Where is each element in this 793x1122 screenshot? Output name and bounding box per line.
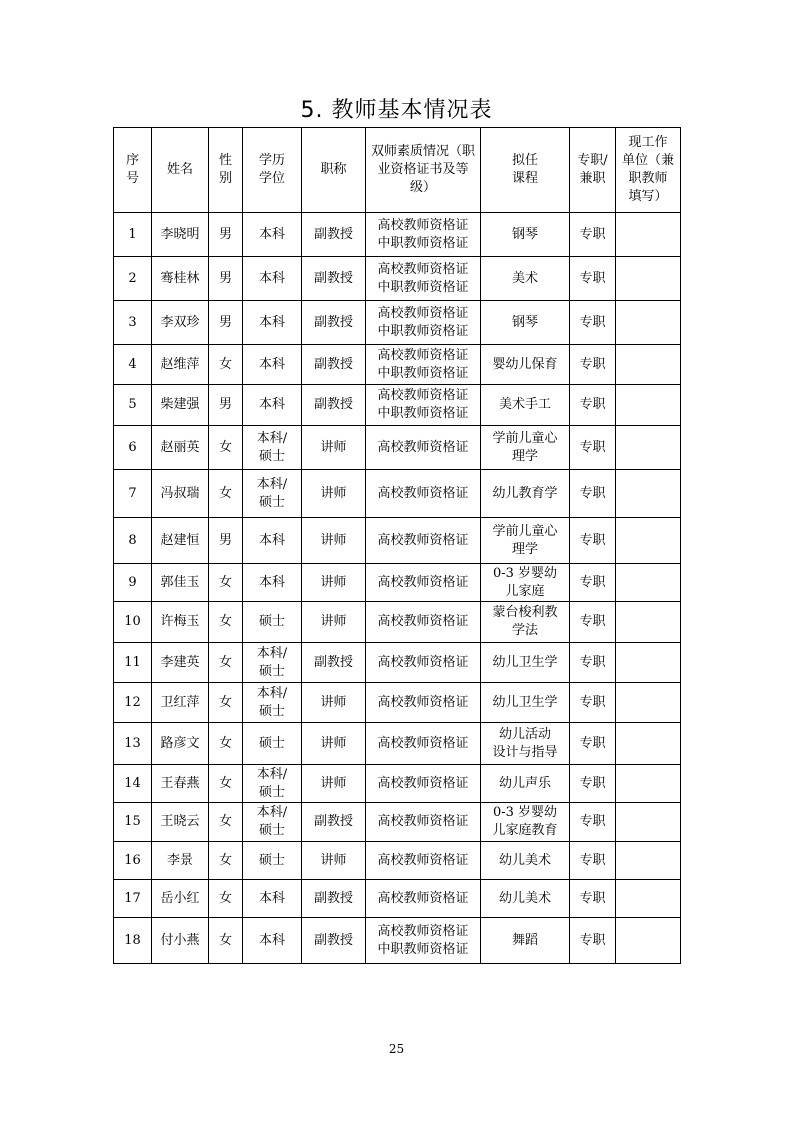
cell-name: 卫红萍 [152, 683, 209, 723]
cell-line: 学位 [258, 171, 285, 186]
cell-degree [243, 301, 302, 345]
cell-serial-number: 10 [114, 602, 152, 643]
cell-line: 本科 [258, 932, 285, 948]
cell-course [481, 602, 570, 643]
cell-degree [243, 470, 302, 518]
cell-line: 硕士 [258, 852, 285, 868]
cell-line: 本科/ [256, 805, 288, 820]
cell-qualification-certificate [366, 683, 481, 723]
table-row [114, 723, 681, 765]
cell-line: 硕士 [258, 494, 285, 510]
cell-line: 号 [125, 171, 139, 186]
cell-work-unit [616, 518, 681, 564]
cell-line: 业资格证书及等 [377, 162, 469, 177]
teacher-info-table [113, 127, 681, 964]
cell-serial-number: 5 [114, 385, 152, 426]
table-row [114, 643, 681, 683]
cell-line: 硕士 [258, 663, 285, 679]
cell-employment-type: 专职 [570, 470, 616, 518]
cell-employment-type: 专职 [570, 723, 616, 765]
cell-line: 幼儿美术 [498, 890, 551, 906]
cell-line: 本科/ [256, 476, 288, 492]
cell-course [481, 213, 570, 257]
cell-work-unit [616, 765, 681, 803]
cell-line: 专职/ [577, 153, 608, 168]
cell-qualification-certificate [366, 918, 481, 964]
cell-name: 路彦文 [152, 723, 209, 765]
cell-serial-number: 1 [114, 213, 152, 257]
table-row [114, 345, 681, 385]
cell-gender: 女 [209, 345, 243, 385]
cell-employment-type: 专职 [570, 257, 616, 301]
cell-name: 赵维萍 [152, 345, 209, 385]
cell-professional-title: 讲师 [302, 765, 366, 803]
cell-degree [243, 602, 302, 643]
cell-serial-number: 14 [114, 765, 152, 803]
cell-qualification-certificate [366, 880, 481, 918]
cell-work-unit [616, 683, 681, 723]
cell-line: 钢琴 [511, 314, 538, 330]
cell-serial-number: 3 [114, 301, 152, 345]
table-row [114, 426, 681, 470]
cell-professional-title: 讲师 [302, 602, 366, 643]
cell-line: 本科 [258, 270, 285, 286]
cell-name: 王晓云 [152, 803, 209, 842]
cell-course [481, 564, 570, 602]
cell-degree [243, 803, 302, 842]
cell-line: 中职教师资格证 [377, 323, 469, 339]
cell-degree [243, 564, 302, 602]
table-row [114, 918, 681, 964]
cell-name: 李景 [152, 842, 209, 880]
table-row [114, 880, 681, 918]
cell-degree [243, 385, 302, 426]
cell-work-unit [616, 301, 681, 345]
cell-professional-title: 讲师 [302, 842, 366, 880]
cell-work-unit [616, 426, 681, 470]
cell-line: 理学 [511, 541, 538, 557]
header-gender [209, 128, 243, 213]
cell-name: 李晓明 [152, 213, 209, 257]
cell-qualification-certificate [366, 301, 481, 345]
cell-name: 赵丽英 [152, 426, 209, 470]
cell-degree [243, 257, 302, 301]
cell-course [481, 257, 570, 301]
cell-line: 本科 [258, 356, 285, 372]
cell-serial-number: 4 [114, 345, 152, 385]
cell-line: 高校教师资格证 [377, 775, 469, 791]
cell-qualification-certificate [366, 765, 481, 803]
cell-work-unit [616, 213, 681, 257]
cell-gender: 女 [209, 683, 243, 723]
cell-line: 学前儿童心 [492, 430, 558, 446]
cell-degree [243, 765, 302, 803]
cell-work-unit [616, 257, 681, 301]
cell-name: 柴建强 [152, 385, 209, 426]
cell-line: 级） [409, 180, 436, 195]
cell-employment-type: 专职 [570, 213, 616, 257]
cell-serial-number: 9 [114, 564, 152, 602]
cell-line: 高校教师资格证 [377, 439, 469, 455]
cell-gender: 女 [209, 643, 243, 683]
cell-course [481, 518, 570, 564]
header-degree [243, 128, 302, 213]
cell-line: 中职教师资格证 [377, 279, 469, 295]
cell-name: 郭佳玉 [152, 564, 209, 602]
cell-line: 学历 [258, 153, 285, 168]
cell-line: 硕士 [258, 614, 285, 629]
cell-line: 高校教师资格证 [377, 485, 469, 501]
header-course [481, 128, 570, 213]
cell-line: 幼儿卫生学 [492, 694, 558, 710]
cell-name: 赵建恒 [152, 518, 209, 564]
cell-line: 本科/ [256, 645, 288, 661]
table-row [114, 842, 681, 880]
cell-gender: 女 [209, 470, 243, 518]
cell-gender: 男 [209, 213, 243, 257]
cell-line: 本科 [258, 574, 285, 590]
cell-line: 高校教师资格证 [377, 574, 469, 590]
table-header-row [114, 128, 681, 213]
cell-line: 职教师 [628, 171, 668, 186]
cell-employment-type: 专职 [570, 518, 616, 564]
cell-course [481, 643, 570, 683]
cell-line: 高校教师资格证 [377, 532, 469, 548]
cell-degree [243, 683, 302, 723]
cell-degree [243, 518, 302, 564]
page-number: 25 [388, 1042, 405, 1056]
table-row [114, 470, 681, 518]
cell-professional-title: 讲师 [302, 518, 366, 564]
cell-line: 硕士 [258, 784, 285, 800]
cell-degree [243, 880, 302, 918]
cell-line: 美术 [511, 270, 538, 286]
cell-employment-type: 专职 [570, 385, 616, 426]
cell-line: 兼职 [579, 171, 606, 186]
cell-course [481, 918, 570, 964]
cell-work-unit [616, 842, 681, 880]
cell-qualification-certificate [366, 345, 481, 385]
table-row [114, 683, 681, 723]
cell-work-unit [616, 880, 681, 918]
cell-degree [243, 842, 302, 880]
header-serial-number [114, 128, 152, 213]
cell-employment-type: 专职 [570, 842, 616, 880]
cell-professional-title: 副教授 [302, 880, 366, 918]
cell-line: 本科 [258, 890, 285, 906]
cell-line: 高校教师资格证 [377, 694, 469, 710]
cell-employment-type: 专职 [570, 803, 616, 842]
cell-line: 高校教师资格证 [377, 890, 469, 906]
cell-line: 序 [125, 153, 139, 168]
cell-qualification-certificate [366, 257, 481, 301]
cell-professional-title: 副教授 [302, 345, 366, 385]
cell-degree [243, 426, 302, 470]
cell-work-unit [616, 723, 681, 765]
cell-work-unit [616, 602, 681, 643]
cell-professional-title: 副教授 [302, 385, 366, 426]
cell-line: 儿家庭教育 [492, 823, 558, 838]
cell-line: 高校教师资格证 [377, 923, 469, 939]
cell-work-unit [616, 918, 681, 964]
cell-line: 高校教师资格证 [377, 217, 469, 233]
cell-gender: 男 [209, 301, 243, 345]
cell-employment-type: 专职 [570, 345, 616, 385]
table-row [114, 385, 681, 426]
cell-serial-number: 18 [114, 918, 152, 964]
cell-line: 理学 [511, 448, 538, 464]
cell-line: 高校教师资格证 [377, 261, 469, 277]
cell-gender: 男 [209, 385, 243, 426]
cell-line: 硕士 [258, 735, 285, 751]
cell-line: 高校教师资格证 [377, 735, 469, 751]
cell-professional-title: 讲师 [302, 723, 366, 765]
header-name [152, 128, 209, 213]
cell-employment-type: 专职 [570, 643, 616, 683]
cell-qualification-certificate [366, 426, 481, 470]
cell-name: 许梅玉 [152, 602, 209, 643]
cell-serial-number: 11 [114, 643, 152, 683]
cell-line: 中职教师资格证 [377, 235, 469, 251]
cell-qualification-certificate [366, 518, 481, 564]
cell-course [481, 470, 570, 518]
cell-serial-number: 2 [114, 257, 152, 301]
cell-qualification-certificate [366, 470, 481, 518]
cell-line: 幼儿卫生学 [492, 654, 558, 670]
cell-gender: 女 [209, 564, 243, 602]
cell-line: 本科 [258, 226, 285, 242]
cell-degree [243, 723, 302, 765]
cell-gender: 女 [209, 426, 243, 470]
cell-line: 婴幼儿保育 [492, 356, 558, 372]
cell-employment-type: 专职 [570, 426, 616, 470]
header-qualification-certificate [366, 128, 481, 213]
cell-professional-title: 讲师 [302, 564, 366, 602]
cell-degree [243, 643, 302, 683]
cell-employment-type: 专职 [570, 564, 616, 602]
cell-gender: 女 [209, 765, 243, 803]
cell-professional-title: 讲师 [302, 683, 366, 723]
cell-line: 本科/ [256, 430, 288, 446]
cell-line: 0-3 岁婴幼 [492, 805, 558, 820]
cell-gender: 女 [209, 803, 243, 842]
cell-professional-title: 副教授 [302, 301, 366, 345]
cell-line: 高校教师资格证 [377, 347, 469, 363]
cell-gender: 女 [209, 723, 243, 765]
cell-work-unit [616, 803, 681, 842]
cell-work-unit [616, 564, 681, 602]
cell-course [481, 301, 570, 345]
cell-work-unit [616, 643, 681, 683]
cell-name: 王春燕 [152, 765, 209, 803]
cell-serial-number: 16 [114, 842, 152, 880]
cell-employment-type: 专职 [570, 765, 616, 803]
cell-line: 设计与指导 [492, 744, 558, 760]
cell-professional-title: 讲师 [302, 470, 366, 518]
cell-line: 中职教师资格证 [377, 365, 469, 381]
cell-line: 填写） [628, 189, 668, 204]
cell-employment-type: 专职 [570, 918, 616, 964]
cell-course [481, 803, 570, 842]
cell-line: 高校教师资格证 [377, 388, 469, 403]
header-employment-type [570, 128, 616, 213]
cell-line: 高校教师资格证 [377, 305, 469, 321]
cell-line: 别 [218, 171, 232, 186]
cell-gender: 男 [209, 518, 243, 564]
header-work-unit [616, 128, 681, 213]
table-row [114, 213, 681, 257]
cell-line: 中职教师资格证 [377, 406, 469, 421]
cell-line: 0-3 岁婴幼 [492, 565, 558, 581]
cell-professional-title: 讲师 [302, 426, 366, 470]
cell-line: 本科/ [256, 766, 288, 782]
page-title: 5. 教师基本情况表 [300, 98, 493, 123]
cell-employment-type: 专职 [570, 683, 616, 723]
cell-serial-number: 7 [114, 470, 152, 518]
cell-line: 课程 [511, 171, 538, 186]
cell-line: 高校教师资格证 [377, 852, 469, 868]
cell-work-unit [616, 385, 681, 426]
cell-degree [243, 918, 302, 964]
cell-course [481, 345, 570, 385]
cell-gender: 女 [209, 842, 243, 880]
cell-professional-title: 副教授 [302, 213, 366, 257]
cell-work-unit [616, 470, 681, 518]
cell-course [481, 765, 570, 803]
cell-line: 高校教师资格证 [377, 814, 469, 829]
cell-employment-type: 专职 [570, 880, 616, 918]
cell-serial-number: 6 [114, 426, 152, 470]
cell-course [481, 880, 570, 918]
cell-name: 李双珍 [152, 301, 209, 345]
cell-line: 幼儿美术 [498, 852, 551, 868]
cell-line: 职称 [320, 162, 347, 177]
cell-line: 舞蹈 [511, 932, 538, 948]
cell-gender: 男 [209, 257, 243, 301]
cell-employment-type: 专职 [570, 602, 616, 643]
cell-name: 骞桂林 [152, 257, 209, 301]
cell-serial-number: 17 [114, 880, 152, 918]
table-row [114, 301, 681, 345]
cell-line: 高校教师资格证 [377, 614, 469, 629]
cell-line: 高校教师资格证 [377, 654, 469, 670]
cell-line: 美术手工 [498, 397, 551, 412]
cell-line: 本科/ [256, 685, 288, 701]
header-professional-title [302, 128, 366, 213]
table-row [114, 518, 681, 564]
cell-line: 双师素质情况（职 [370, 144, 475, 159]
table-row [114, 765, 681, 803]
cell-line: 中职教师资格证 [377, 941, 469, 957]
cell-line: 硕士 [258, 448, 285, 464]
cell-line: 学法 [511, 623, 538, 638]
cell-course [481, 426, 570, 470]
cell-course [481, 723, 570, 765]
cell-line: 幼儿声乐 [498, 775, 551, 791]
cell-degree [243, 345, 302, 385]
cell-qualification-certificate [366, 385, 481, 426]
cell-qualification-certificate [366, 842, 481, 880]
cell-name: 冯叔瑞 [152, 470, 209, 518]
cell-line: 硕士 [258, 703, 285, 719]
cell-line: 性 [218, 153, 232, 168]
cell-gender: 女 [209, 602, 243, 643]
cell-course [481, 683, 570, 723]
cell-qualification-certificate [366, 213, 481, 257]
cell-professional-title: 副教授 [302, 257, 366, 301]
cell-line: 钢琴 [511, 226, 538, 242]
cell-course [481, 385, 570, 426]
table-row [114, 564, 681, 602]
cell-gender: 女 [209, 918, 243, 964]
cell-qualification-certificate [366, 602, 481, 643]
cell-line: 姓名 [166, 162, 193, 177]
table-row [114, 257, 681, 301]
cell-work-unit [616, 345, 681, 385]
cell-professional-title: 副教授 [302, 803, 366, 842]
cell-line: 儿家庭 [505, 583, 545, 599]
cell-serial-number: 8 [114, 518, 152, 564]
cell-line: 现工作 [628, 135, 668, 150]
cell-name: 岳小红 [152, 880, 209, 918]
cell-line: 本科 [258, 532, 285, 548]
cell-name: 李建英 [152, 643, 209, 683]
cell-line: 本科 [258, 314, 285, 330]
cell-name: 付小燕 [152, 918, 209, 964]
cell-professional-title: 副教授 [302, 643, 366, 683]
cell-degree [243, 213, 302, 257]
cell-line: 蒙台梭利教 [492, 605, 558, 620]
cell-serial-number: 15 [114, 803, 152, 842]
cell-qualification-certificate [366, 564, 481, 602]
table-row [114, 602, 681, 643]
cell-qualification-certificate [366, 803, 481, 842]
cell-serial-number: 12 [114, 683, 152, 723]
cell-course [481, 842, 570, 880]
cell-line: 幼儿活动 [498, 726, 551, 742]
cell-line: 本科 [258, 397, 285, 412]
cell-serial-number: 13 [114, 723, 152, 765]
cell-line: 学前儿童心 [492, 523, 558, 539]
cell-line: 硕士 [258, 823, 285, 838]
cell-professional-title: 副教授 [302, 918, 366, 964]
cell-gender: 女 [209, 880, 243, 918]
cell-qualification-certificate [366, 723, 481, 765]
cell-line: 拟任 [511, 153, 538, 168]
cell-line: 单位（兼 [621, 153, 674, 168]
cell-line: 幼儿教育学 [492, 485, 558, 501]
table-row [114, 803, 681, 842]
cell-qualification-certificate [366, 643, 481, 683]
cell-employment-type: 专职 [570, 301, 616, 345]
